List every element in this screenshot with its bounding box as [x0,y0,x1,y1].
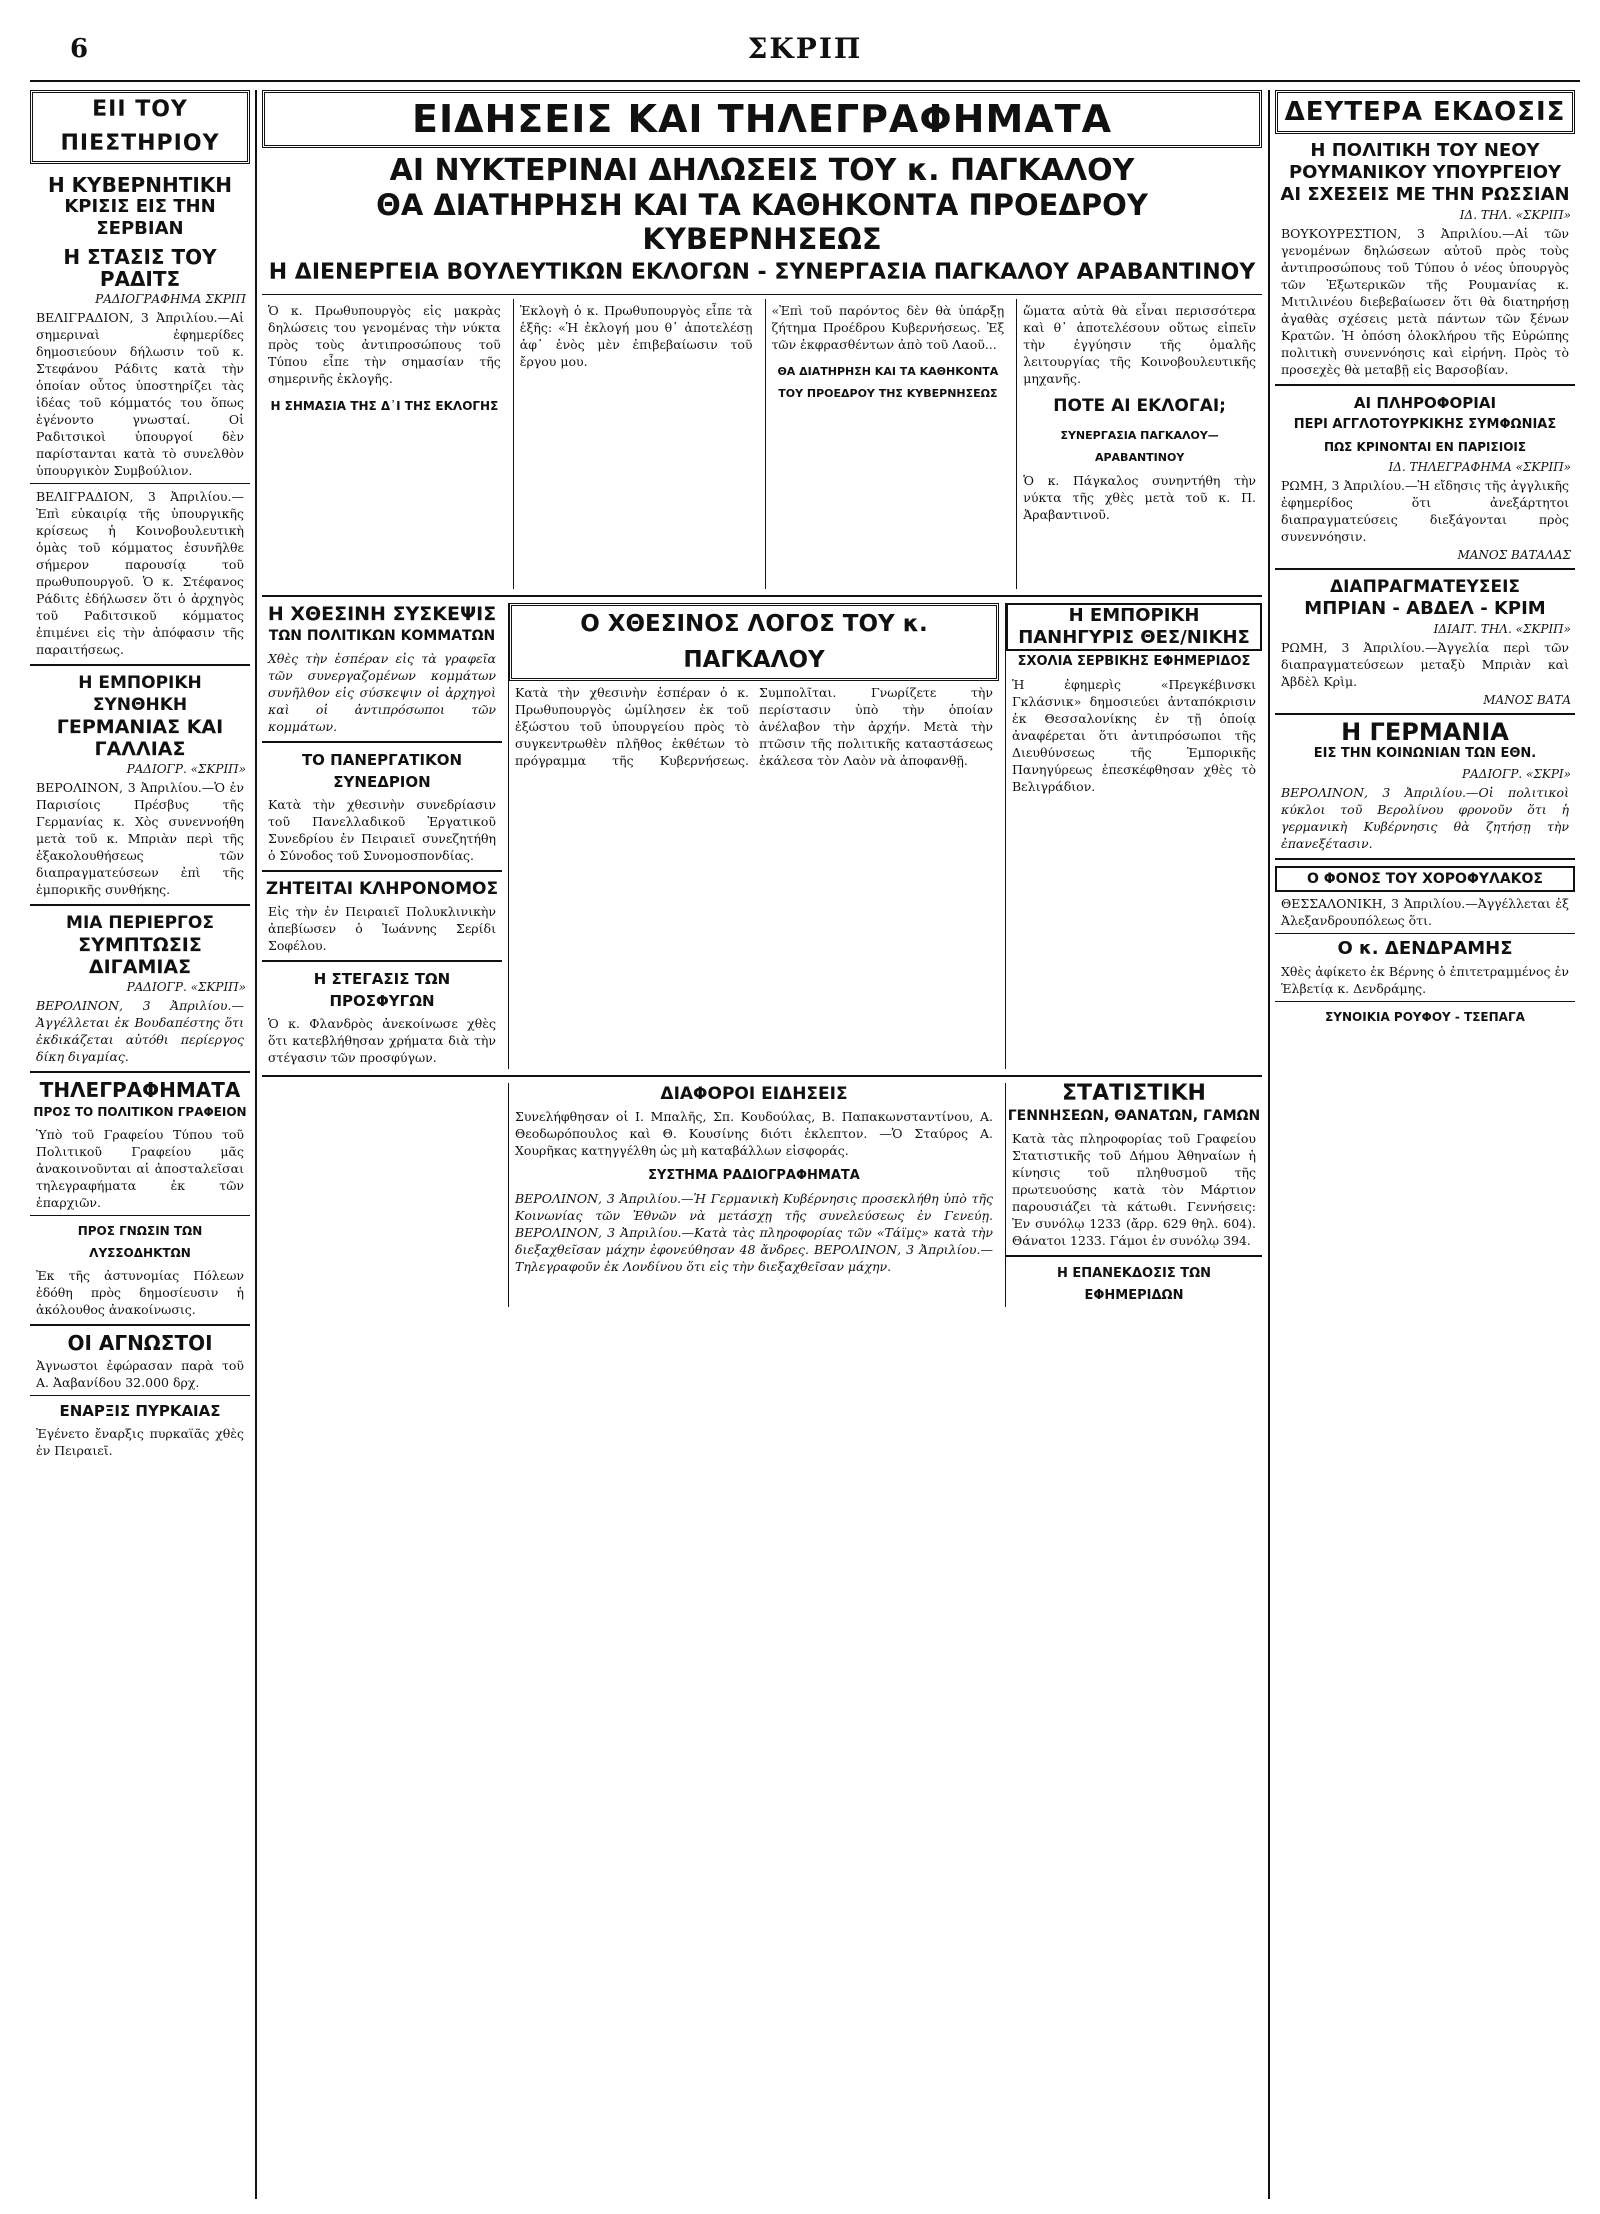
statistiki-headline: ΣΤΑΤΙΣΤΙΚΗ [1062,1081,1206,1106]
logos-headline: Ο ΧΘΕΣΙΝΟΣ ΛΟΓΟΣ ΤΟΥ κ. ΠΑΓΚΑΛΟΥ [509,603,999,681]
emporiki-text: Ἡ ἐφημερὶς «Πρεγκέβινσκι Γκλάσνικ» δημοσιεύει ἀνταπόκρισιν ἐκ Θεσσαλονίκης ἐν τῇ ὁποίᾳ ἀναφέρεται ὅτι ἀντιπρόσωποι τῆς Διευθύνσεως τῆς Ἐμπορικῆς Πανηγύρεως ἐπεσκέφθησαν χθὲς τὸ Βελιγράδιον. [1012,677,1256,794]
page-header [30,20,1580,82]
right-headline-8: ΜΠΡΙΑΝ - ΑΒΔΕΛ - ΚΡΙΜ [1304,598,1546,619]
right-dateline-3: ΙΔΙΑΙΤ. ΤΗΛ. «ΣΚΡΙΠ» [1433,622,1571,636]
main-story-col-5: Ὁ κ. Πάγκαλος συνηντήθη τὴν νύκτα τῆς χθὲς μετὰ τοῦ κ. Π. Ἀραβαντινοῦ. [1023,473,1256,522]
left-headline-7: ΣΥΜΠΤΩΣΙΣ ΔΙΓΑΜΙΑΣ [78,934,202,978]
page-number: 6 [70,34,89,64]
main-subhead-1: Η ΣΗΜΑΣΙΑ ΤΗΣ Δ᾽Ι ΤΗΣ ΕΚΛΟΓΗΣ [270,399,499,413]
kleronomos-headline: ΖΗΤΕΙΤΑΙ ΚΛΗΡΟΝΟΜΟΣ [265,879,499,899]
left-paragraph-2: ΒΕΛΙΓΡΑΔΙΟΝ, 3 Ἀπριλίου.—Ἐπὶ εὐκαιρίᾳ τῆς ὑπουργικῆς κρίσεως ἡ Κοινοβουλευτικὴ ὁμὰς τοῦ κόμματος ἐσυνῆλθε σήμερον παρουσίᾳ τοῦ πρωθυπουργοῦ. Ὁ κ. Στέφανος Ράδιτς ἐδήλωσεν ὅτι ὁ ἀρχηγὸς τοῦ Ραδιτσικοῦ κόμματος ἐπιμένει εἰς τὴν ἀπόφασιν τῆς παραιτήσεως. [36,489,244,657]
left-headline-5: ΓΕΡΜΑΝΙΑΣ ΚΑΙ ΓΑΛΛΙΑΣ [56,716,224,760]
left-paragraph-6: Ἐκ τῆς ἀστυνομίας Πόλεων ἐδόθη πρὸς δημοσίευσιν ἡ ἀκόλουθος ἀνακοίνωσις. [36,1268,244,1317]
main-headline-3: Η ΔΙΕΝΕΡΓΕΙΑ ΒΟΥΛΕΥΤΙΚΩΝ ΕΚΛΟΓΩΝ - ΣΥΝΕΡΓΑΣΙΑ ΠΑΓΚΑΛΟΥ ΑΡΑΒΑΝΤΙΝΟΥ [268,260,1256,285]
main-subhead-3: ΠΟΤΕ ΑΙ ΕΚΛΟΓΑΙ; [1053,396,1226,416]
right-banner: ΔΕΥΤΕΡΑ ΕΚΔΟΣΙΣ [1275,90,1575,134]
right-signature-1: ΜΑΝΟΣ ΒΑΤΑΛΑΣ [1457,548,1571,562]
right-paragraph-5: ΘΕΣΣΑΛΟΝΙΚΗ, 3 Ἀπριλίου.—Ἀγγέλλεται ἐξ Ἀλεξανδρουπόλεως ὅτι. [1281,896,1569,928]
left-banner: ΕΙΙ ΤΟΥ ΠΙΕΣΤΗΡΙΟΥ [30,90,250,164]
xthesini-headline: Η ΧΘΕΣΙΝΗ ΣΥΣΚΕΨΙΣ [267,603,497,625]
right-headline-2: ΡΟΥΜΑΝΙΚΟΥ ΥΠΟΥΡΓΕΙΟΥ [1288,162,1562,183]
panergatiko-text: Κατὰ τὴν χθεσινὴν συνεδρίασιν τοῦ Πανελλαδικοῦ Ἐργατικοῦ Συνεδρίου ἐν Πειραιεῖ συνεζητήθη ὁ Σύνοδος τοῦ Συνομοσπονδίας. [268,797,496,863]
kleronomos-text: Εἰς τὴν ἐν Πειραιεῖ Πολυκλινικὴν ἀπεβίωσεν ὁ Ἰωάννης Σερίδι Σοφέλου. [268,904,496,953]
left-headline-1: Η ΚΥΒΕΡΝΗΤΙΚΗ [47,173,233,197]
emporiki-headline: Η ΕΜΠΟΡΙΚΗ ΠΑΝΗΓΥΡΙΣ ΘΕΣ/ΝΙΚΗΣ [1006,603,1262,651]
main-headline-1: ΑΙ ΝΥΚΤΕΡΙΝΑΙ ΔΗΛΩΣΕΙΣ ΤΟΥ κ. ΠΑΓΚΑΛΟΥ [389,153,1135,188]
paper-name: ΣΚΡΙΠ [747,32,863,65]
main-story-col-3: «Ἐπὶ τοῦ παρόντος δὲν θὰ ὑπάρξῃ ζήτημα Προέδρου Κυβερνήσεως. Ἐξ τῶν ἐκφρασθέντων ἀπὸ τοῦ Λαοῦ... [771,303,1005,352]
main-headline-2: ΘΑ ΔΙΑΤΗΡΗΣΗ ΚΑΙ ΤΑ ΚΑΘΗΚΟΝΤΑ ΠΡΟΕΔΡΟΥ ΚΥΒΕΡΝΗΣΕΩΣ [376,188,1148,256]
main-column [262,90,1262,2214]
right-signature-2: ΜΑΝΟΣ ΒΑΤΑ [1483,693,1571,707]
right-headline-4: ΑΙ ΠΛΗΡΟΦΟΡΙΑΙ [1353,394,1497,412]
left-paragraph-7: Ἀγνωστοι ἐφώρασαν παρὰ τοῦ Α. Ἀαβανίδου 32.000 δρχ. [36,1358,244,1390]
left-paragraph-8: Ἐγένετο ἔναρξις πυρκαϊᾶς χθὲς ἐν Πειραιεῖ. [36,1426,244,1458]
xthesini-subhead: ΤΩΝ ΠΟΛΙΤΙΚΩΝ ΚΟΜΜΑΤΩΝ [268,628,496,644]
right-headline-11: Ο ΦΟΝΟΣ ΤΟΥ ΧΟΡΟΦΥΛΑΚΟΣ [1275,866,1575,892]
left-headline-6: ΜΙΑ ΠΕΡΙΕΡΓΟΣ [66,913,214,933]
right-headline-6: ΠΩΣ ΚΡΙΝΟΝΤΑΙ ΕΝ ΠΑΡΙΣΙΟΙΣ [1323,440,1527,454]
left-headline-10: ΠΡΟΣ ΓΝΩΣΙΝ ΤΩΝ ΛΥΣΣΟΔΗΚΤΩΝ [77,1224,203,1260]
right-paragraph-4: ΒΕΡΟΛΙΝΟΝ, 3 Ἀπριλίου.—Οἱ πολιτικοὶ κύκλοι τοῦ Βερολίνου φρονοῦν ὅτι ἡ γερμανικὴ Κυβέρνησις θὰ ζητήσῃ τὴν ἐπανεξέτασιν. [1281,785,1569,851]
left-paragraph-1: ΒΕΛΙΓΡΑΔΙΟΝ, 3 Ἀπριλίου.—Αἱ σημεριναὶ ἐφημερίδες δημοσιεύουν δήλωσιν τοῦ κ. Στεφάνου Ράδιτς κατὰ τὴν ὁποίαν οὗτος ὑποστηρίζει τὰς ἰδέας τοῦ κόμματός του ὅπως ἐγένοντο γνωσταί. Οἱ Ραδιτσικοὶ ὑπουργοί δὲν παρίστανται κατὰ τὸ συνελθὸν ὑπουργικὸν Συμβούλιον. [36,310,244,478]
left-headline-4: Η ΕΜΠΟΡΙΚΗ ΣΥΝΘΗΚΗ [78,673,202,715]
diaforoi-text: Συνελήφθησαν οἱ Ι. Μπαλῆς, Σπ. Κουδούλας, Β. Παπακωνσταντίνου, Α. Θεοδωρόπουλος καὶ Θ. Κουσίνης διότι ἐκλεπτον. —Ὁ Σταύρος Α. Χουρῆκας κατηγγέλθη ὡς μὴ καταβάλλων εἰσφοράς. [515,1109,993,1158]
right-dateline-1: ΙΔ. ΤΗΛ. «ΣΚΡΙΠ» [1459,208,1571,222]
left-headline-2: ΚΡΙΣΙΣ ΕΙΣ ΤΗΝ ΣΕΡΒΙΑΝ [64,196,216,239]
right-headline-13: ΣΥΝΟΙΚΙΑ ΡΟΥΦΟΥ - ΤΣΕΠΑΓΑ [1325,1010,1525,1024]
left-column [30,90,250,2214]
statistiki-subhead: ΓΕΝΝΗΣΕΩΝ, ΘΑΝΑΤΩΝ, ΓΑΜΩΝ [1007,1108,1261,1124]
right-dateline-2: ΙΔ. ΤΗΛΕΓΡΑΦΗΜΑ «ΣΚΡΙΠ» [1388,460,1571,474]
statistiki-text: Κατὰ τὰς πληροφορίας τοῦ Γραφείου Στατιστικῆς τοῦ Δήμου Ἀθηναίων ἡ κίνησις τοῦ πληθυσμοῦ τῆς πρωτευούσης κατὰ τὸν Μάρτιον παρουσιάζει τὰ κάτωθι. Γεννήσεις: Ἐν συνόλῳ 1233 (ἄρρ. 629 θηλ. 604). Θάνατοι 1233. Γάμοι ἐν συνόλῳ 394. [1012,1131,1256,1248]
emporiki-subhead: ΣΧΟΛΙΑ ΣΕΡΒΙΚΗΣ ΕΦΗΜΕΡΙΔΟΣ [1017,654,1251,669]
right-paragraph-3: ΡΩΜΗ, 3 Ἀπριλίου.—Ἀγγελία περὶ τῶν διαπραγματεύσεων μεταξὺ Μπριὰν καὶ Ἀβδὲλ Κρὶμ. [1281,640,1569,689]
xthesini-text: Χθὲς τὴν ἑσπέραν εἰς τὰ γραφεῖα τῶν συνεργαζομένων κομμάτων συνῆλθον εἰς σύσκεψιν οἱ ἀρχηγοὶ καὶ οἱ ἀντιπρόσωποι τῶν κομμάτων. [268,651,496,734]
left-headline-12: ΕΝΑΡΞΙΣ ΠΥΡΚΑΙΑΣ [59,1402,221,1420]
systima-headline: ΣΥΣΤΗΜΑ ΡΑΔΙΟΓΡΑΦΗΜΑΤΑ [648,1168,860,1183]
right-headline-3: ΑΙ ΣΧΕΣΕΙΣ ΜΕ ΤΗΝ ΡΩΣΣΙΑΝ [1280,184,1570,205]
left-dateline-3: ΡΑΔΙΟΓΡ. «ΣΚΡΙΠ» [126,980,246,994]
main-story-col-1: Ὁ κ. Πρωθυπουργὸς εἰς μακρὰς δηλώσεις του γενομένας τὴν νύκτα πρὸς τοὺς ἀντιπροσώπους τοῦ Τύπου εἶπε τὴν σημασίαν τῆς σημερινῆς ἐκλογῆς. [268,303,501,386]
main-subhead-2: ΘΑ ΔΙΑΤΗΡΗΣΗ ΚΑΙ ΤΑ ΚΑΘΗΚΟΝΤΑ ΤΟΥ ΠΡΟΕΔΡΟΥ ΤΗΣ ΚΥΒΕΡΝΗΣΕΩΣ [777,365,999,400]
logos-text: Κατὰ τὴν χθεσινὴν ἑσπέραν ὁ κ. Πρωθυπουργὸς ὡμίλησεν ἐκ τοῦ ἐξώστου τοῦ ὑπουργείου πρὸς τὸ συγκεντρωθὲν πλῆθος ἐκθέτων τὸ πρόγραμμα τῆς Κυβερνήσεως. Συμπολῖται. Γνωρίζετε τὴν περίστασιν ὑπὸ τὴν ὁποίαν ἀνέλαβον τὴν ἀρχήν. Μετὰ τὴν πτῶσιν τῆς πολιτικῆς καταστάσεως ἐκάλεσα τὸν Λαὸν νὰ ἀποφανθῇ. [515,685,993,768]
systima-text: ΒΕΡΟΛΙΝΟΝ, 3 Ἀπριλίου.—Ἡ Γερμανικὴ Κυβέρνησις προσεκλήθη ὑπὸ τῆς Κοινωνίας τῶν Ἐθνῶν νὰ μετάσχῃ τῆς συνελεύσεως ἐν Γενεύῃ. ΒΕΡΟΛΙΝΟΝ, 3 Ἀπριλίου.—Κατὰ τὰς πληροφορίας τῶν «Τάϊμς» κατὰ τὴν διεξαχθεῖσαν μάχην ἐφονεύθησαν 48 ἄνδρες. ΒΕΡΟΛΙΝΟΝ, 3 Ἀπριλίου.—Τηλεγραφοῦν ἐκ Λονδίνου ὅτι εἰς τὴν διεξαχθεῖσαν μάχην. [515,1191,993,1274]
diaforoi-headline: ΔΙΑΦΟΡΟΙ ΕΙΔΗΣΕΙΣ [660,1084,848,1104]
right-paragraph-2: ΡΩΜΗ, 3 Ἀπριλίου.—Ἡ εἴδησις τῆς ἀγγλικῆς ἐφημερίδος ὅτι ἀνεξάρτητοι διαπραγματεύσεις διεξάγονται πρὸς συνεννόησιν. [1281,478,1569,544]
right-headline-10: ΕΙΣ ΤΗΝ ΚΟΙΝΩΝΙΑΝ ΤΩΝ ΕΘΝ. [1313,746,1537,761]
right-headline-5: ΠΕΡΙ ΑΓΓΛΟΤΟΥΡΚΙΚΗΣ ΣΥΜΦΩΝΙΑΣ [1293,417,1557,432]
main-subhead-4: ΣΥΝΕΡΓΑΣΙΑ ΠΑΓΚΑΛΟΥ—ΑΡΑΒΑΝΤΙΝΟΥ [1060,429,1219,464]
right-paragraph-6: Χθὲς ἀφίκετο ἐκ Βέρνης ὁ ἐπιτετραμμένος ἐν Ἑλβετίᾳ κ. Δενδράμης. [1281,964,1569,996]
left-headline-8: ΤΗΛΕΓΡΑΦΗΜΑΤΑ [39,1078,241,1102]
left-headline-9: ΠΡΟΣ ΤΟ ΠΟΛΙΤΙΚΟΝ ΓΡΑΦΕΙΟΝ [33,1105,247,1119]
main-banner: ΕΙΔΗΣΕΙΣ ΚΑΙ ΤΗΛΕΓΡΑΦΗΜΑΤΑ [262,90,1262,148]
epanekdosis-headline: Η ΕΠΑΝΕΚΔΟΣΙΣ ΤΩΝ ΕΦΗΜΕΡΙΔΩΝ [1056,1266,1212,1303]
right-dateline-4: ΡΑΔΙΟΓΡ. «ΣΚΡΙ» [1462,767,1571,781]
right-headline-12: Ο κ. ΔΕΝΔΡΑΜΗΣ [1337,938,1513,959]
left-headline-3: Η ΣΤΑΣΙΣ ΤΟΥ ΡΑΔΙΤΣ [63,245,217,291]
right-headline-9: Η ΓΕΡΜΑΝΙΑ [1341,718,1509,746]
prosfyges-text: Ὁ κ. Φλανδρὸς ἀνεκοίνωσε χθὲς ὅτι κατεβλήθησαν χρήματα διὰ τὴν στέγασιν τῶν προσφύγων. [268,1016,496,1065]
right-headline-7: ΔΙΑΠΡΑΓΜΑΤΕΥΣΕΙΣ [1329,577,1521,597]
left-paragraph-5: Ὑπὸ τοῦ Γραφείου Τύπου τοῦ Πολιτικοῦ Γραφείου μᾶς ἀνακοινοῦνται αἱ ἀποσταλεῖσαι τηλεγραφήματα ἐκ τῶν ἐπαρχιῶν. [36,1127,244,1210]
right-column [1275,90,1575,2214]
panergatiko-headline: ΤΟ ΠΑΝΕΡΓΑΤΙΚΟΝ ΣΥΝΕΔΡΙΟΝ [301,751,463,791]
left-dateline-2: ΡΑΔΙΟΓΡ. «ΣΚΡΙΠ» [126,762,246,776]
main-story-col-2: Ἐκλογὴ ὁ κ. Πρωθυπουργὸς εἶπε τὰ ἑξῆς: «Ἡ ἐκλογή μου θ᾽ ἀποτελέσῃ ἀφ᾽ ἑνὸς μὲν ἐπιβεβαίωσιν τοῦ ἔργου μου. [519,303,753,369]
prosfyges-headline: Η ΣΤΕΓΑΣΙΣ ΤΩΝ ΠΡΟΣΦΥΓΩΝ [313,970,451,1010]
left-paragraph-4: ΒΕΡΟΛΙΝΟΝ, 3 Ἀπριλίου.—Ἀγγέλλεται ἐκ Βουδαπέστης ὅτι ἐκδικάζεται αὐτόθι περίεργος δίκη διγαμίας. [36,998,244,1064]
left-paragraph-3: ΒΕΡΟΛΙΝΟΝ, 3 Ἀπριλίου.—Ὁ ἐν Παρισίοις Πρέσβυς τῆς Γερμανίας κ. Χὸς συνεννοήθη μετὰ τοῦ κ. Μπριὰν περὶ τῆς ἐξακολουθήσεως τῶν διαπραγματεύσεων ἐπὶ τῆς ἐμπορικῆς συνθήκης. [36,780,244,897]
left-dateline-1: ΡΑΔΙΟΓΡΑΦΗΜΑ ΣΚΡΙΠ [95,292,246,306]
main-story-col-4: ὥματα αὐτὰ θὰ εἶναι περισσότερα καὶ θ᾽ ἀποτελέσουν οὕτως εἰπεῖν τὴν ἐγγύησιν τῆς ὁμαλῆς λειτουργίας τῆς Κοινοβουλευτικῆς μηχανῆς. [1023,303,1256,386]
right-headline-1: Η ΠΟΛΙΤΙΚΗ ΤΟΥ ΝΕΟΥ [1310,140,1540,161]
right-paragraph-1: ΒΟΥΚΟΥΡΕΣΤΙΟΝ, 3 Ἀπριλίου.—Αἱ τῶν γενομένων δηλώσεων αὐτοῦ πρὸς τοὺς ἀντιπροσώπους τοῦ Τύπου ὁ νέος ὑπουργὸς τῶν Ἐξωτερικῶν τῆς Ρουμανίας κ. Μιτιλινέου διεβεβαίωσεν ὅτι θὰ διατηρήσῃ ἀγαθὰς σχέσεις μετὰ πάντων τῶν ξένων Κρατῶν. Ἡ ὁπόση ὁλοκλήρου τῆς Εὐρώπης πολιτικὴ συνεννόησις καὶ εἰρήνη. Πρὸς τὸ προσεχὲς θὰ μεταβῇ εἰς Βαρσοβίαν. [1281,226,1569,377]
left-headline-11: ΟΙ ΑΓΝΩΣΤΟΙ [67,1331,213,1355]
